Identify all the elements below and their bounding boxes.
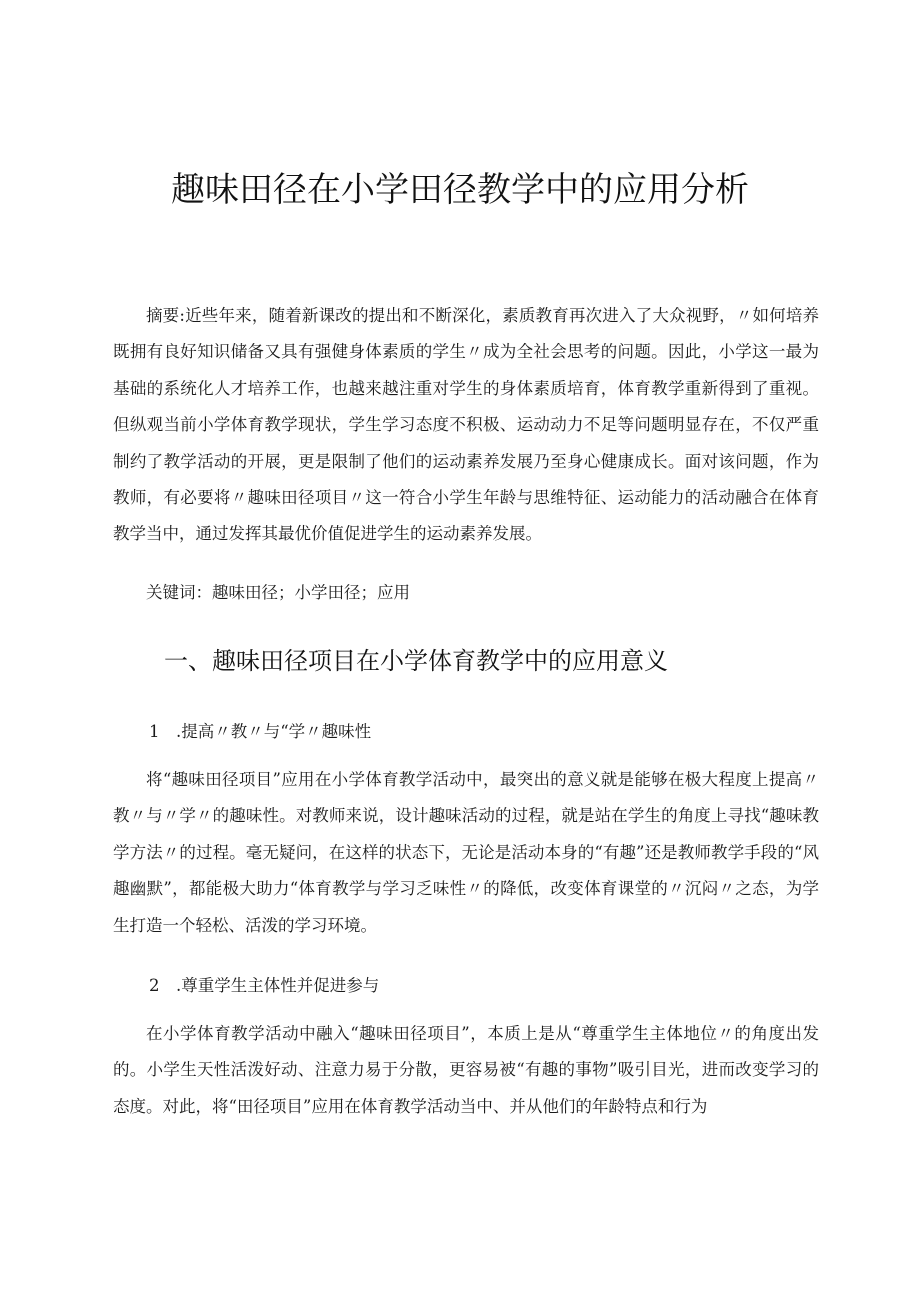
abstract-paragraph <box>113 298 819 553</box>
subsection-2-heading: 2 .尊重学生主体性并促进参与 <box>149 976 380 995</box>
abstract-label: 摘要: <box>146 306 185 325</box>
subsection-1-heading: 1 .提高〃教〃与“学〃趣味性 <box>149 722 372 741</box>
document-title: 趣味田径在小学田径教学中的应用分析 <box>171 170 749 210</box>
keywords-line: 关键词：趣味田径；小学田径；应用 <box>146 583 410 602</box>
section-1-heading: 一、趣味田径项目在小学体育教学中的应用意义 <box>164 647 668 675</box>
abstract-text: 近些年来，随着新课改的提出和不断深化，素质教育再次进入了大众视野，〃如何培养既拥有良好知识储备又具有强健身体素质的学生〃成为全社会思考的问题。因此，小学这一最为基础的系统化人才培养工作，也越来越注重对学生的身体素质培育，体育教学重新得到了重视。但纵观当前小学体育教学现状，学生学习态度不积极、运动动力不足等问题明显存在，不仅严重制约了教学活动的开展，更是限制了他们的运动素养发展乃至身心健康成长。面对该问题，作为教师，有必要将〃趣味田径项目〃这一符合小学生年龄与思维特征、运动能力的活动融合在体育教学当中，通过发挥其最优价值促进学生的运动素养发展。 <box>113 306 820 544</box>
subsection-2-body: 在小学体育教学活动中融入“趣味田径项目”，本质上是从“尊重学生主体地位〃的角度出发的。小学生天性活泼好动、注意力易于分散，更容易被“有趣的事物”吸引目光，进而改变学习的态度。对此，将“田径项目”应用在体育教学活动当中、并从他们的年龄特点和行为 <box>113 1024 819 1116</box>
subsection-1-body: 将“趣味田径项目”应用在小学体育教学活动中，最突出的意义就是能够在极大程度上提高〃教〃与〃学〃的趣味性。对教师来说，设计趣味活动的过程，就是站在学生的角度上寻找“趣味教学方法〃的过程。毫无疑问，在这样的状态下，无论是活动本身的“有趣”还是教师教学手段的“风趣幽默”，都能极大助力“体育教学与学习乏味性〃的降低，改变体育课堂的〃沉闷〃之态，为学生打造一个轻松、活泼的学习环境。 <box>113 770 819 935</box>
